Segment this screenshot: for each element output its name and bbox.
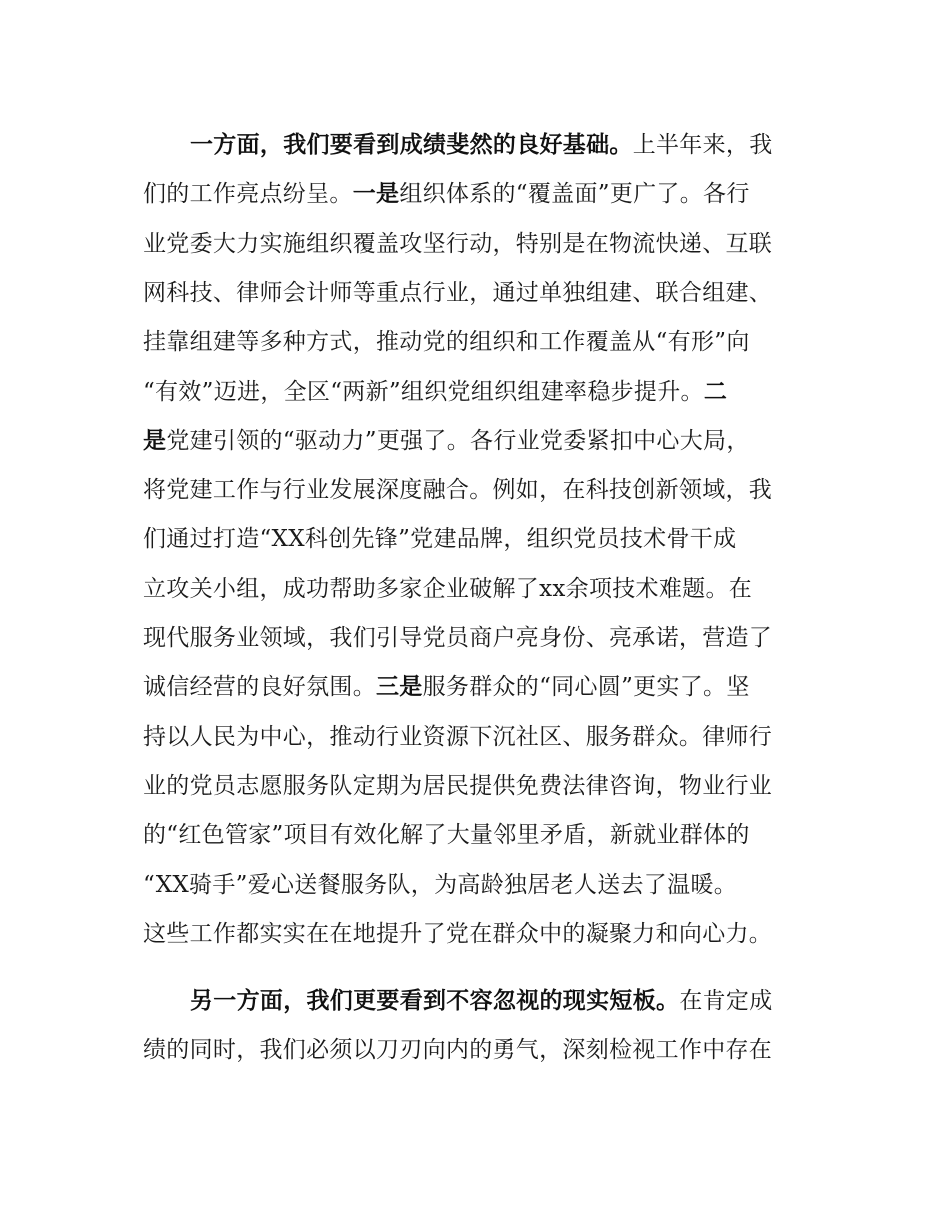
paragraph-line (143, 615, 772, 661)
paragraph-line (143, 221, 772, 267)
paragraph-line (143, 467, 772, 513)
bold-text-run: 二 (703, 378, 728, 405)
paragraph-line (143, 319, 750, 365)
paragraph-line (143, 270, 772, 316)
bold-text-run: 三是 (376, 674, 423, 701)
text-run: 党建引领的“驱动力”更强了。各行业党委紧扣中心大局， (166, 427, 750, 454)
paragraph-line (143, 418, 750, 464)
text-run: 现代服务业领域，我们引导党员商户亮身份、亮承诺，营造了 (143, 625, 773, 651)
paragraph-line (143, 516, 736, 562)
text-run: 业党委大力实施组织覆盖攻坚行动，特别是在物流快递、互联 (143, 230, 773, 257)
paragraph-line (143, 911, 772, 957)
text-run: 们通过打造“XX科创先锋”党建品牌，组织党员技术骨干成 (143, 526, 737, 553)
paragraph-line (190, 122, 773, 168)
paragraph-line (143, 1027, 772, 1073)
text-run: 上半年来，我 (632, 132, 773, 158)
text-run: 将党建工作与行业发展深度融合。例如，在科技创新领域，我 (143, 477, 773, 504)
bold-text-run: 一方面，我们要看到成绩斐然的良好基础。 (190, 132, 633, 158)
paragraph-line (143, 566, 752, 612)
text-run: 挂靠组建等多种方式，推动党的组织和工作覆盖从“有形”向 (143, 329, 750, 356)
bold-text-run: 是 (143, 427, 167, 454)
text-run: “有效”迈进，全区“两新”组织党组织组建率稳步提升。 (143, 378, 704, 405)
paragraph-line (190, 978, 773, 1024)
paragraph-line (143, 812, 750, 858)
bold-text-run: 另一方面，我们更要看到不容忽视的现实短板。 (190, 988, 680, 1014)
text-run: 这些工作都实实在在地提升了党在群众中的凝聚力和向心力。 (143, 920, 773, 947)
paragraph-line (143, 763, 772, 809)
text-run: 持以人民为中心，推动行业资源下沉社区、服务群众。律师行 (143, 723, 773, 750)
paragraph-line (143, 171, 750, 217)
text-run: 绩的同时，我们必须以刀刃向内的勇气，深刻检视工作中存在 (143, 1037, 773, 1064)
text-run: 立攻关小组，成功帮助多家企业破解了xx余项技术难题。在 (143, 575, 753, 602)
text-run: 业的党员志愿服务队定期为居民提供免费法律咨询，物业行业 (143, 772, 773, 799)
paragraph-line (143, 862, 737, 908)
paragraph-line (143, 714, 772, 760)
text-run: “XX骑手”爱心送餐服务队，为高龄独居老人送去了温暖。 (143, 871, 738, 898)
text-run: 在肯定成 (679, 988, 773, 1014)
paragraph-line (143, 369, 727, 415)
text-run: 们的工作亮点纷呈。 (143, 181, 353, 208)
bold-text-run: 一是 (352, 181, 400, 208)
text-run: 组织体系的“覆盖面”更广了。各行 (399, 181, 750, 208)
text-run: 的“红色管家”项目有效化解了大量邻里矛盾，新就业群体的 (143, 822, 750, 849)
text-run: 诚信经营的良好氛围。 (143, 674, 376, 701)
text-run: 服务群众的“同心圆”更实了。坚 (422, 674, 750, 701)
text-run: 网科技、律师会计师等重点行业，通过单独组建、联合组建、 (143, 279, 773, 306)
paragraph-line (143, 664, 750, 710)
